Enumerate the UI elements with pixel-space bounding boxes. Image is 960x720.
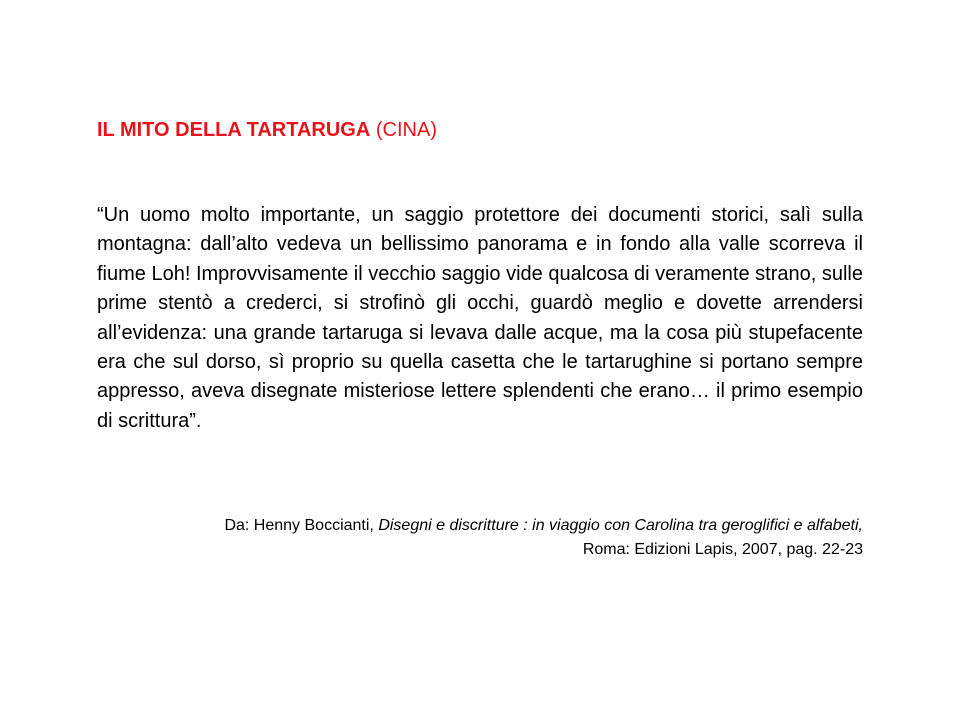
title-suffix: (CINA) [375,119,437,141]
citation-publication: Roma: Edizioni Lapis, 2007, pag. 22-23 [582,541,863,558]
citation-line-1 [103,514,863,538]
citation [103,514,863,562]
quote-text: “Un uomo molto importante, un saggio protettore dei documenti storici, salì sulla montagna: dall’alto vedeva un bellissimo panorama e in fondo alla valle scorreva il fiume Loh! Improvvisamente il vecchio saggio vide qualcosa di veramente strano, sulle prime stentò a crederci, si strofinò gli occhi, guardò meglio e dovette arrendersi all’evidenza: una grande tartaruga si levava dalle acque, ma la cosa più stupefacente era che sul dorso, sì proprio su quella casetta che le tartarughine si portano sempre appresso, aveva disegnate misteriose lettere splendenti che erano… il primo esempio di scrittura”. [97,204,863,432]
citation-prefix: Da: Henny Boccianti, [224,517,374,534]
title-main: IL MITO DELLA TARTARUGA [97,119,371,141]
citation-book-title: Disegni e discritture : in viaggio con Carolina tra geroglifici e alfabeti, [378,517,863,534]
slide-title [97,116,437,144]
